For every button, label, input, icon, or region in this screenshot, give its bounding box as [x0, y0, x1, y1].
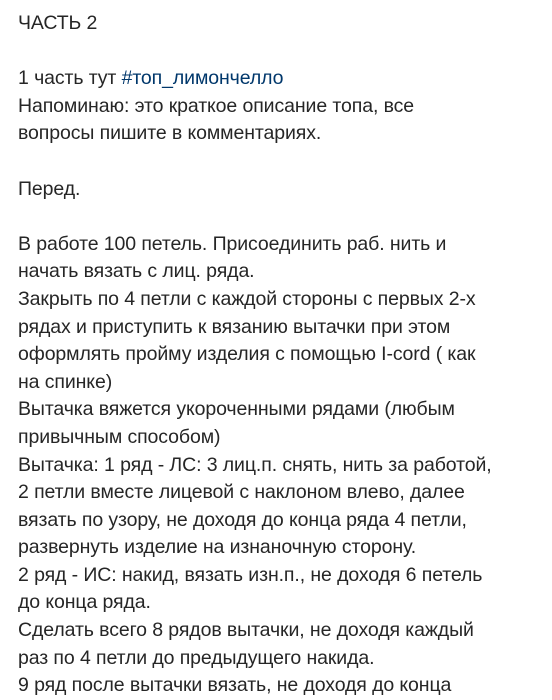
spacer	[18, 203, 548, 231]
instruction-line: оформлять пройму изделия с помощью I-cord ( как	[18, 343, 476, 366]
reminder-line: вопросы пишите в комментариях.	[18, 122, 322, 145]
instruction-line: 9 ряд после вытачки вязать, не доходя до конца	[18, 674, 452, 697]
spacer	[18, 148, 548, 176]
hashtag-link[interactable]: #топ_лимончелло	[121, 67, 284, 90]
post-caption	[18, 10, 548, 700]
section-title: Перед.	[18, 177, 81, 200]
instruction-line: 2 ряд - ИС: накид, вязать изн.п., не доходя 6 петель	[18, 563, 483, 586]
instruction-line: Вытачка: 1 ряд - ЛС: 3 лиц.п. снять, нить за работой,	[18, 453, 492, 476]
instruction-line: развернуть изделие на изнаночную сторону.	[18, 536, 417, 559]
instruction-line: Сделать всего 8 рядов вытачки, не доходя каждый	[18, 619, 474, 642]
instruction-line: 2 петли вместе лицевой с наклоном влево, далее	[18, 481, 465, 504]
intro-text: 1 часть тут	[18, 67, 122, 90]
instructions-body	[18, 231, 548, 700]
instruction-line: вязать по узору, не доходя до конца ряда 4 петли,	[18, 508, 467, 531]
instruction-line: В работе 100 петель. Присоединить раб. нить и	[18, 232, 447, 255]
post-heading: ЧАСТЬ 2	[18, 12, 98, 34]
instruction-line: до конца ряда.	[18, 591, 151, 614]
instruction-line: рядах и приступить к вязанию вытачки при этом	[18, 315, 451, 338]
instruction-line: Закрыть по 4 петли с каждой стороны с первых 2-х	[18, 287, 476, 310]
intro-line	[18, 65, 548, 93]
instruction-line: начать вязать с лиц. ряда.	[18, 260, 255, 283]
instruction-line: на спинке)	[18, 370, 113, 393]
spacer	[18, 38, 548, 66]
instruction-line: раз по 4 петли до предыдущего накида.	[18, 646, 375, 669]
reminder-line: Напоминаю: это краткое описание топа, все	[18, 94, 415, 117]
instruction-line: привычным способом)	[18, 425, 221, 448]
instruction-line: Вытачка вяжется укороченными рядами (любым	[18, 398, 455, 421]
